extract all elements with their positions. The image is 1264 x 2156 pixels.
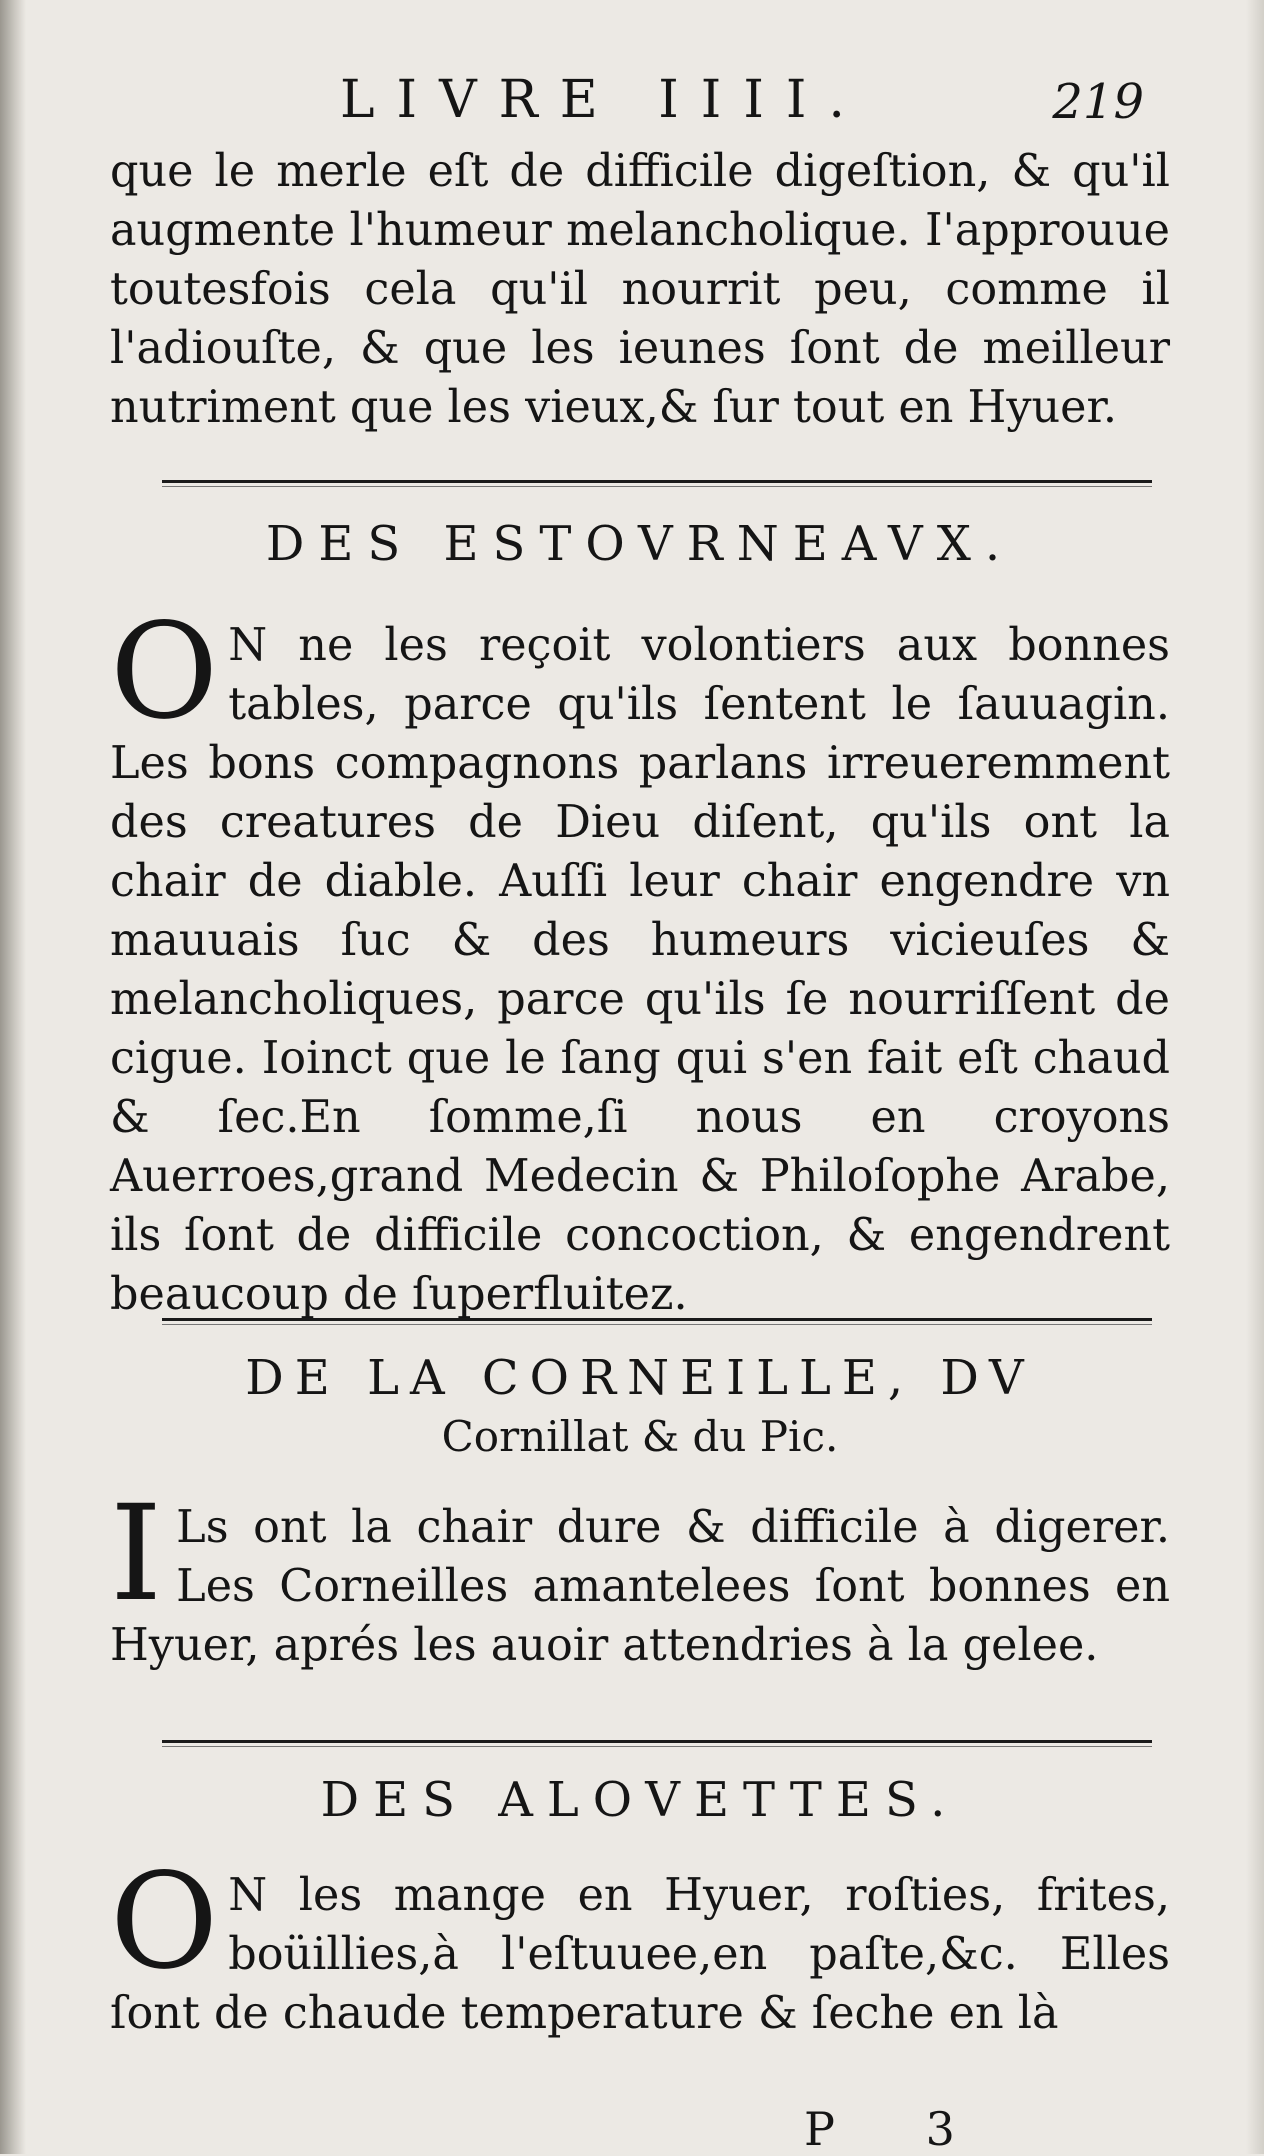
section-body-estourneaux [110,595,1170,1320]
signature-mark: P 3 [804,2102,993,2156]
drop-cap: I [110,1477,163,1631]
section-divider [162,1740,1152,1743]
drop-cap: O [110,595,219,749]
book-page [100,50,1180,2156]
section-heading-estourneaux: DES ESTOVRNEAVX. [265,516,1015,572]
section-divider [162,1318,1152,1321]
page-gutter-shadow [0,0,26,2154]
section-text: Ls ont la chair dure & difficile à digerer. Les Corneilles amantelees ſont bonnes en Hyuer, aprés les auoir attendries à la gelee. [110,1502,1170,1671]
section-divider [162,480,1152,483]
section-text: N les mange en Hyuer, roſties, frites, boüillies,à l'eſtuuee,en paſte,&c. Elles ſont de chaude temperature & ſeche en là [110,1870,1170,2039]
section-heading-alouettes: DES ALOVETTES. [320,1772,960,1828]
page-number: 219 [1052,74,1144,130]
section-body-corneille [110,1477,1170,1708]
section-subheading-corneille: Cornillat & du Pic. [441,1412,839,1461]
section-text: N ne les reçoit volontiers aux bonnes tables, parce qu'ils ſentent le ſauuagin. Les bons compagnons parlans irreueremment des creatures de Dieu diſent, qu'ils ont la chair de diable. Auſſi leur chair engendre vn mauuais ſuc & des humeurs vicieuſes & melancholiques, parce qu'ils ſe nourriſſent de cigue. Ioinct que le ſang qui s'en fait eſt chaud & ſec.En ſomme,ſi nous en croyons Auerroes,grand Medecin & Philoſophe Arabe, ils ſont de difficile concoction, & engendrent beaucoup de ſuperfluitez. [110,620,1170,1320]
page-edge-shadow [1246,0,1264,2154]
opening-paragraph: que le merle eſt de difficile digeſtion, & qu'il augmente l'humeur melancholique. I'approuue toutesfois cela qu'il nourrit peu, comme il l'adiouſte, & que les ieunes ſont de meilleur nutriment que les vieux,& ſur tout en Hyuer. [110,146,1170,433]
drop-cap: O [110,1845,219,1999]
section-body-alouettes [110,1845,1170,2086]
running-title: LIVRE IIII. [340,70,867,130]
section-heading-corneille: DE LA CORNEILLE, DV [245,1350,1035,1406]
